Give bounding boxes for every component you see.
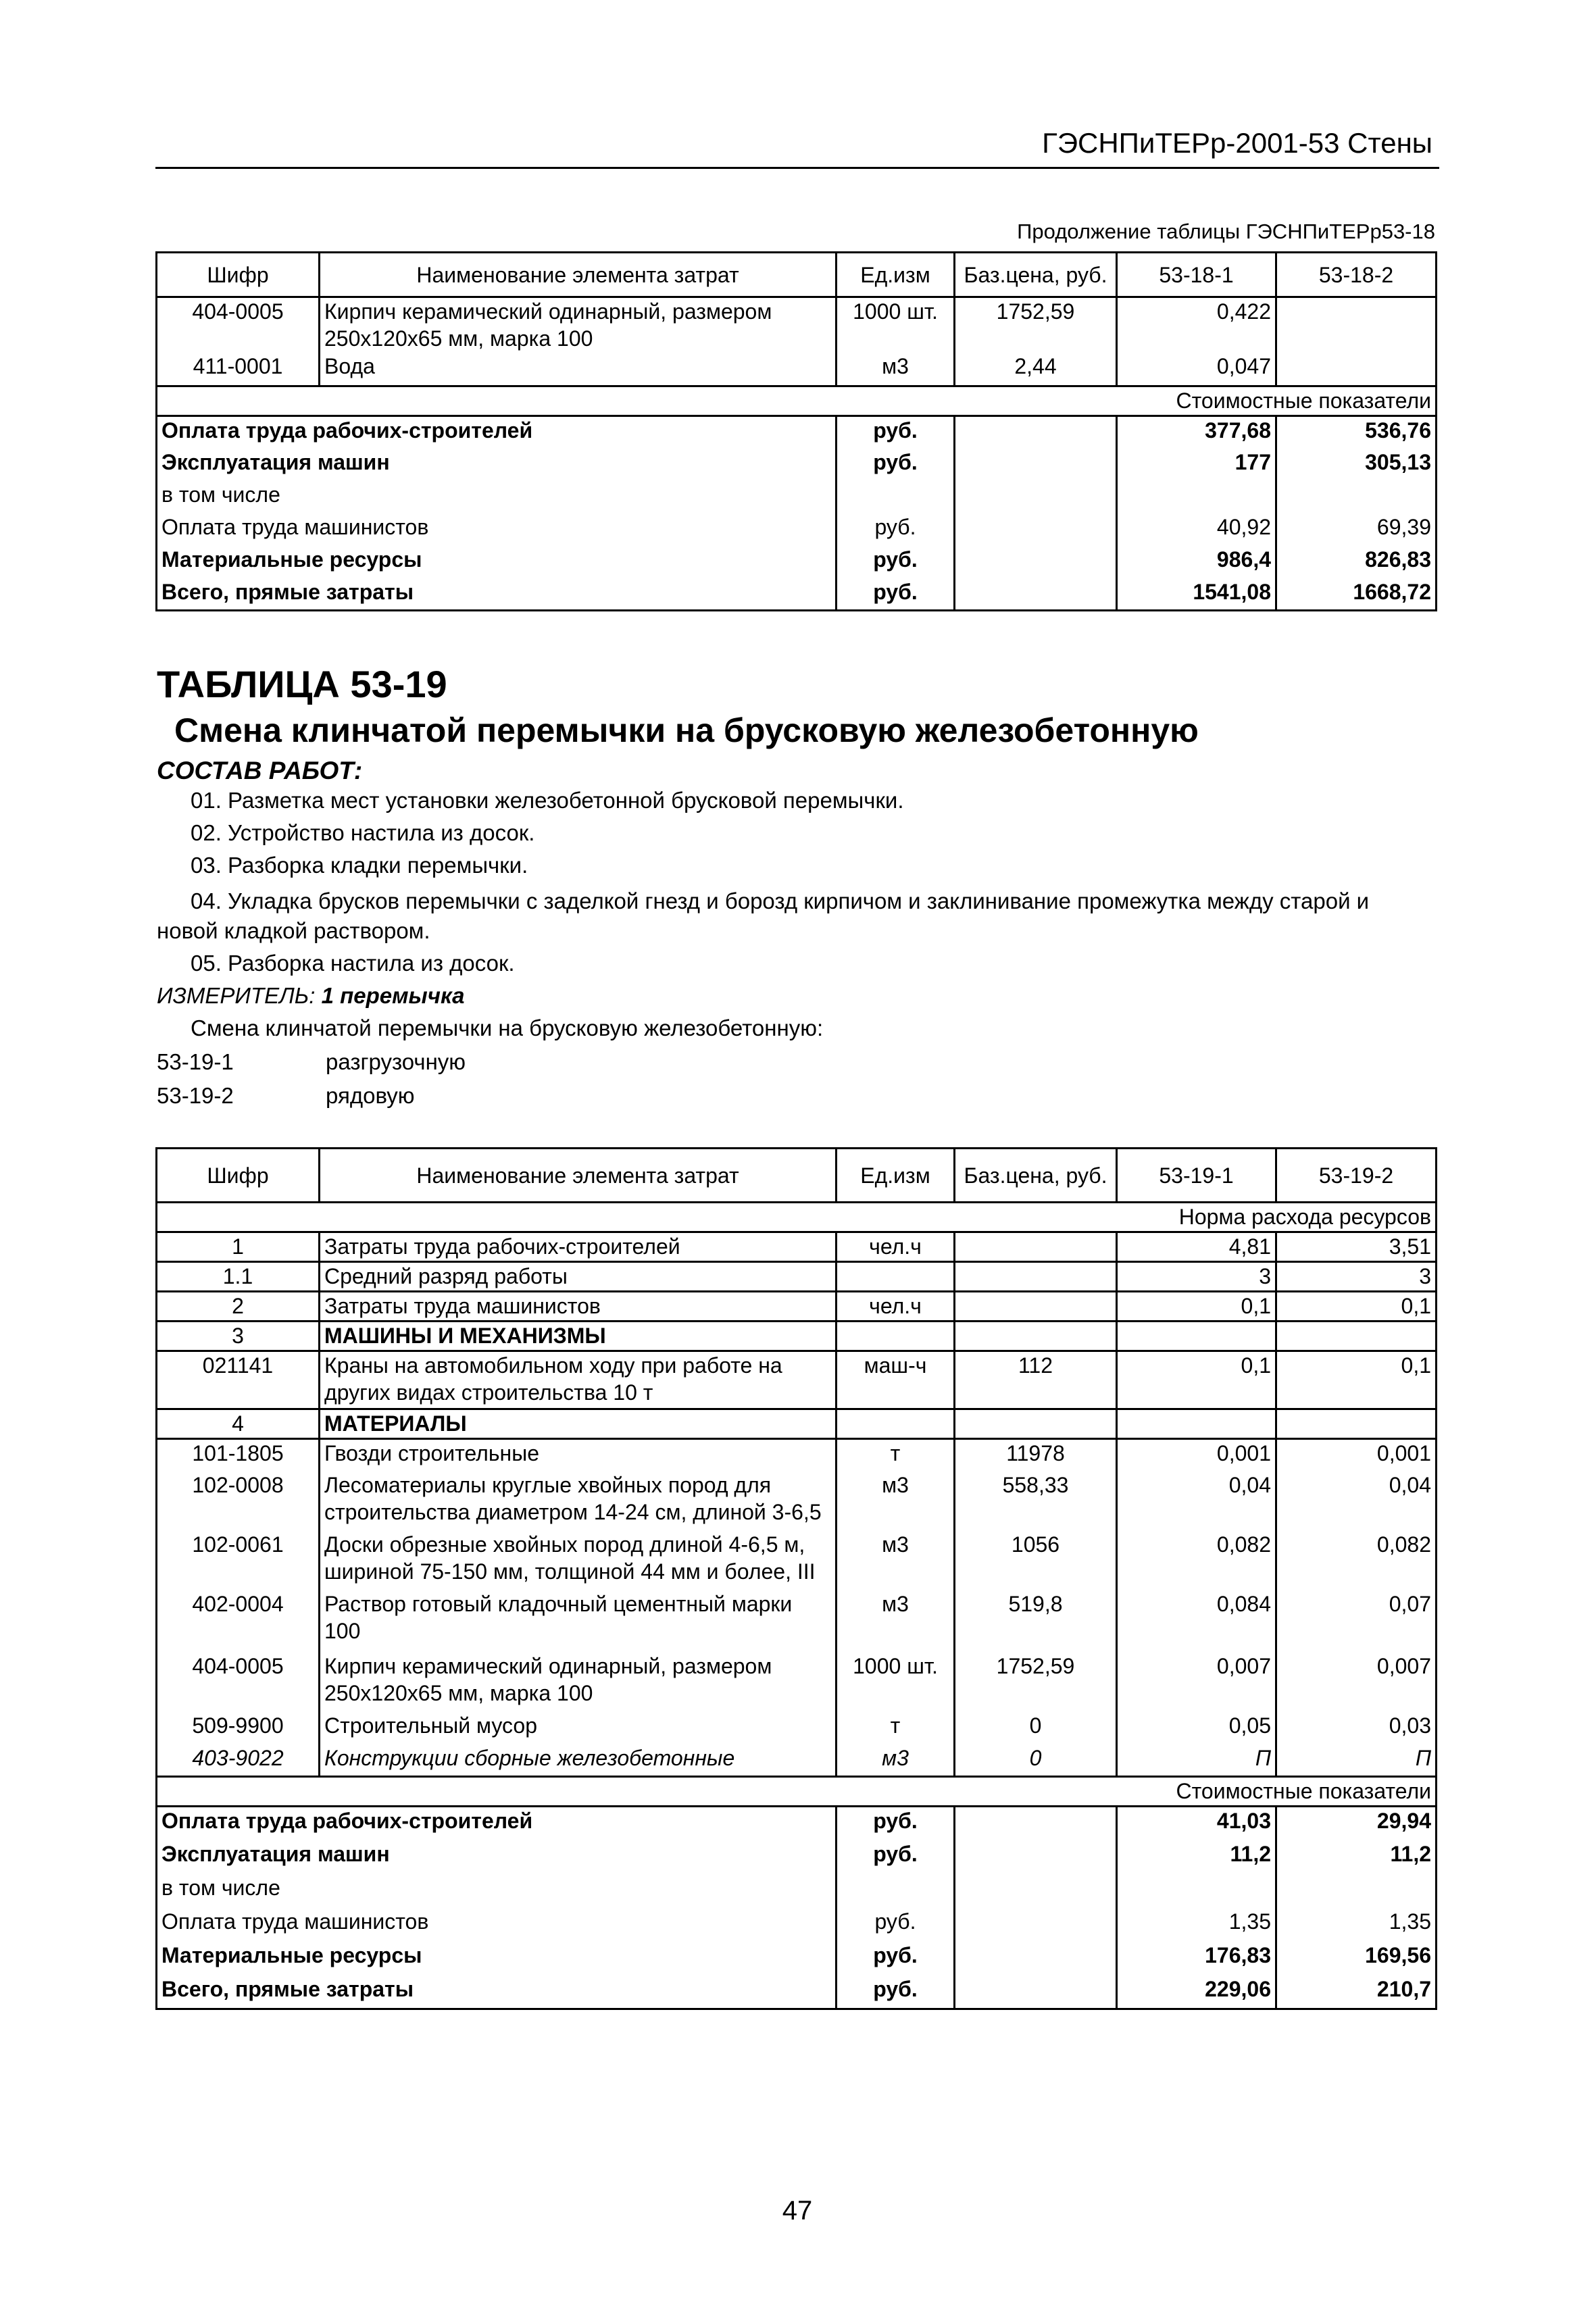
cost-row bbox=[157, 1874, 1437, 1908]
cell-name: Кирпич керамический одинарный, размером 250x120x65 мм, марка 100 bbox=[320, 297, 837, 353]
cost-name: Всего, прямые затраты bbox=[157, 578, 837, 611]
cell-v2: 0,001 bbox=[1276, 1439, 1437, 1472]
cell-name: МАШИНЫ И МЕХАНИЗМЫ bbox=[320, 1322, 837, 1351]
cost-v2: 1668,72 bbox=[1276, 578, 1437, 611]
work-item: 03. Разборка кладки перемычки. bbox=[191, 853, 528, 878]
cost-unit: руб. bbox=[837, 1807, 955, 1840]
cell-code: 3 bbox=[157, 1322, 320, 1351]
work-item: 01. Разметка мест установки железобетонной брусковой перемычки. bbox=[191, 788, 904, 813]
table-header-row bbox=[157, 1149, 1437, 1203]
cell-unit bbox=[837, 1322, 955, 1351]
norm-header: Норма расхода ресурсов bbox=[157, 1203, 1437, 1232]
cost-price bbox=[955, 1976, 1117, 2009]
cell-unit: т bbox=[837, 1712, 955, 1744]
cost-unit: руб. bbox=[837, 1976, 955, 2009]
measure-line bbox=[157, 981, 464, 1011]
cell-v2 bbox=[1276, 353, 1437, 386]
col-header-code: Шифр bbox=[157, 253, 320, 297]
cell-code: 404-0005 bbox=[157, 297, 320, 353]
cost-unit bbox=[837, 481, 955, 513]
cost-name: в том числе bbox=[157, 481, 837, 513]
table-53-18 bbox=[155, 251, 1437, 611]
cell-unit: маш-ч bbox=[837, 1351, 955, 1409]
cell-name: Строительный мусор bbox=[320, 1712, 837, 1744]
table-row bbox=[157, 1262, 1437, 1292]
cost-price bbox=[955, 1874, 1117, 1908]
cost-unit: руб. bbox=[837, 416, 955, 449]
cost-v1: 176,83 bbox=[1117, 1942, 1276, 1976]
cell-price bbox=[955, 1322, 1117, 1351]
cost-name: Оплата труда машинистов bbox=[157, 513, 837, 546]
cost-row bbox=[157, 1908, 1437, 1942]
cell-unit: м3 bbox=[837, 353, 955, 386]
cell-v1: 0,1 bbox=[1117, 1351, 1276, 1409]
col-header-price: Баз.цена, руб. bbox=[955, 1149, 1117, 1203]
cost-v1: 1,35 bbox=[1117, 1908, 1276, 1942]
cell-v1: 3 bbox=[1117, 1262, 1276, 1292]
table-row bbox=[157, 1322, 1437, 1351]
cost-row bbox=[157, 481, 1437, 513]
cost-v1: 229,06 bbox=[1117, 1976, 1276, 2009]
cell-v1 bbox=[1117, 1322, 1276, 1351]
cell-v2: 3,51 bbox=[1276, 1232, 1437, 1262]
cell-unit: м3 bbox=[837, 1744, 955, 1777]
table-title: ТАБЛИЦА 53-19 bbox=[157, 663, 447, 705]
cell-v1: П bbox=[1117, 1744, 1276, 1777]
cell-v2: 0,03 bbox=[1276, 1712, 1437, 1744]
cell-v2: 0,007 bbox=[1276, 1653, 1437, 1712]
replace-text: Смена клинчатой перемычки на брусковую железобетонную: bbox=[191, 1015, 824, 1040]
cost-price bbox=[955, 1942, 1117, 1976]
cost-v2: 305,13 bbox=[1276, 449, 1437, 481]
cell-unit bbox=[837, 1409, 955, 1439]
cell-name: Вода bbox=[320, 353, 837, 386]
cell-code: 404-0005 bbox=[157, 1653, 320, 1712]
cell-name: Затраты труда рабочих-строителей bbox=[320, 1232, 837, 1262]
table-row bbox=[157, 1232, 1437, 1262]
cost-v2: 1,35 bbox=[1276, 1908, 1437, 1942]
cost-v2 bbox=[1276, 1874, 1437, 1908]
cell-v2: 0,082 bbox=[1276, 1531, 1437, 1590]
header-rule bbox=[155, 167, 1439, 169]
table-row bbox=[157, 1472, 1437, 1531]
cost-v2: 69,39 bbox=[1276, 513, 1437, 546]
cell-price: 1752,59 bbox=[955, 1653, 1117, 1712]
cell-code: 4 bbox=[157, 1409, 320, 1439]
cell-v1: 0,04 bbox=[1117, 1472, 1276, 1531]
variant-code: 53-19-1 bbox=[157, 1049, 234, 1074]
cell-price: 558,33 bbox=[955, 1472, 1117, 1531]
cell-unit: чел.ч bbox=[837, 1292, 955, 1322]
cell-code: 2 bbox=[157, 1292, 320, 1322]
cell-v1: 0,1 bbox=[1117, 1292, 1276, 1322]
cost-v1: 177 bbox=[1117, 449, 1276, 481]
col-header-v2: 53-18-2 bbox=[1276, 253, 1437, 297]
cost-v1: 40,92 bbox=[1117, 513, 1276, 546]
cost-price bbox=[955, 546, 1117, 578]
table-row bbox=[157, 1744, 1437, 1777]
cost-v1: 41,03 bbox=[1117, 1807, 1276, 1840]
cost-v2: 29,94 bbox=[1276, 1807, 1437, 1840]
cost-name: Материальные ресурсы bbox=[157, 1942, 837, 1976]
cost-header: Стоимостные показатели bbox=[157, 1777, 1437, 1807]
cell-name: МАТЕРИАЛЫ bbox=[320, 1409, 837, 1439]
cost-row bbox=[157, 416, 1437, 449]
table-row bbox=[157, 353, 1437, 386]
cell-v1: 0,084 bbox=[1117, 1590, 1276, 1653]
cell-name: Затраты труда машинистов bbox=[320, 1292, 837, 1322]
cost-header-row bbox=[157, 1777, 1437, 1807]
table-row bbox=[157, 1531, 1437, 1590]
cell-v1: 0,082 bbox=[1117, 1531, 1276, 1590]
col-header-v1: 53-18-1 bbox=[1117, 253, 1276, 297]
cost-row bbox=[157, 1942, 1437, 1976]
cost-name: Материальные ресурсы bbox=[157, 546, 837, 578]
table-subtitle: Смена клинчатой перемычки на брусковую железобетонную bbox=[174, 711, 1199, 749]
cell-v2 bbox=[1276, 1409, 1437, 1439]
cell-code: 101-1805 bbox=[157, 1439, 320, 1472]
cost-row bbox=[157, 1840, 1437, 1874]
cost-v1: 1541,08 bbox=[1117, 578, 1276, 611]
table-row bbox=[157, 1351, 1437, 1409]
cell-v2: 0,1 bbox=[1276, 1292, 1437, 1322]
table-53-19 bbox=[155, 1147, 1437, 2010]
cost-unit: руб. bbox=[837, 1942, 955, 1976]
cell-v2: 0,07 bbox=[1276, 1590, 1437, 1653]
continuation-note: Продолжение таблицы ГЭСНПиТЕРр53-18 bbox=[1017, 220, 1435, 243]
cell-code: 403-9022 bbox=[157, 1744, 320, 1777]
cell-v1: 0,047 bbox=[1117, 353, 1276, 386]
col-header-name: Наименование элемента затрат bbox=[320, 253, 837, 297]
cell-price bbox=[955, 1262, 1117, 1292]
cost-unit: руб. bbox=[837, 578, 955, 611]
cell-name: Раствор готовый кладочный цементный марки 100 bbox=[320, 1590, 837, 1653]
cost-v2: 11,2 bbox=[1276, 1840, 1437, 1874]
cell-price: 519,8 bbox=[955, 1590, 1117, 1653]
cost-unit: руб. bbox=[837, 449, 955, 481]
cell-unit: чел.ч bbox=[837, 1232, 955, 1262]
cell-v2: 0,1 bbox=[1276, 1351, 1437, 1409]
cost-v2: 536,76 bbox=[1276, 416, 1437, 449]
cell-unit: м3 bbox=[837, 1531, 955, 1590]
cell-name: Средний разряд работы bbox=[320, 1262, 837, 1292]
cell-price bbox=[955, 1232, 1117, 1262]
cost-v1: 377,68 bbox=[1117, 416, 1276, 449]
cell-unit: 1000 шт. bbox=[837, 1653, 955, 1712]
page-number: 47 bbox=[782, 2196, 813, 2225]
table-row bbox=[157, 1712, 1437, 1744]
cost-v2: 169,56 bbox=[1276, 1942, 1437, 1976]
cost-name: Оплата труда рабочих-строителей bbox=[157, 1807, 837, 1840]
cost-price bbox=[955, 449, 1117, 481]
cell-price: 1752,59 bbox=[955, 297, 1117, 353]
cost-v1: 986,4 bbox=[1117, 546, 1276, 578]
table-row bbox=[157, 1590, 1437, 1653]
cost-name: Оплата труда рабочих-строителей bbox=[157, 416, 837, 449]
cost-v2 bbox=[1276, 481, 1437, 513]
variant-name: разгрузочную bbox=[326, 1049, 466, 1074]
cell-price: 1056 bbox=[955, 1531, 1117, 1590]
table-row bbox=[157, 1409, 1437, 1439]
variant-name: рядовую bbox=[326, 1083, 415, 1108]
work-item: 04. Укладка брусков перемычки с заделкой гнезд и борозд кирпичом и заклинивание промежутка между старой и новой кладкой раствором. bbox=[157, 888, 1370, 943]
cell-v1 bbox=[1117, 1409, 1276, 1439]
cell-price: 112 bbox=[955, 1351, 1117, 1409]
work-item: 05. Разборка настила из досок. bbox=[191, 951, 515, 976]
cost-row bbox=[157, 1976, 1437, 2009]
table-row bbox=[157, 297, 1437, 353]
cost-row bbox=[157, 546, 1437, 578]
col-header-v1: 53-19-1 bbox=[1117, 1149, 1276, 1203]
table-row bbox=[157, 1653, 1437, 1712]
cost-price bbox=[955, 416, 1117, 449]
norm-header-row bbox=[157, 1203, 1437, 1232]
cell-v1: 0,001 bbox=[1117, 1439, 1276, 1472]
cell-unit bbox=[837, 1262, 955, 1292]
cost-unit bbox=[837, 1874, 955, 1908]
cost-price bbox=[955, 513, 1117, 546]
cell-v2: 3 bbox=[1276, 1262, 1437, 1292]
cell-v2 bbox=[1276, 297, 1437, 353]
work-composition-label: СОСТАВ РАБОТ: bbox=[157, 757, 363, 784]
cell-code: 411-0001 bbox=[157, 353, 320, 386]
cell-v1: 4,81 bbox=[1117, 1232, 1276, 1262]
cell-unit: 1000 шт. bbox=[837, 297, 955, 353]
col-header-price: Баз.цена, руб. bbox=[955, 253, 1117, 297]
table-row bbox=[157, 1292, 1437, 1322]
cell-price bbox=[955, 1292, 1117, 1322]
cell-code: 402-0004 bbox=[157, 1590, 320, 1653]
variant-code: 53-19-2 bbox=[157, 1083, 234, 1108]
cell-name: Краны на автомобильном ходу при работе на других видах строительства 10 т bbox=[320, 1351, 837, 1409]
cell-price: 0 bbox=[955, 1744, 1117, 1777]
cost-unit: руб. bbox=[837, 1840, 955, 1874]
cell-code: 1.1 bbox=[157, 1262, 320, 1292]
cost-v1: 11,2 bbox=[1117, 1840, 1276, 1874]
cost-header: Стоимостные показатели bbox=[157, 386, 1437, 416]
cell-code: 102-0008 bbox=[157, 1472, 320, 1531]
col-header-v2: 53-19-2 bbox=[1276, 1149, 1437, 1203]
cost-price bbox=[955, 1908, 1117, 1942]
cell-code: 1 bbox=[157, 1232, 320, 1262]
cell-price bbox=[955, 1409, 1117, 1439]
table-row bbox=[157, 1439, 1437, 1472]
cell-v1: 0,007 bbox=[1117, 1653, 1276, 1712]
cell-v2: П bbox=[1276, 1744, 1437, 1777]
cell-name: Конструкции сборные железобетонные bbox=[320, 1744, 837, 1777]
cost-name: Эксплуатация машин bbox=[157, 1840, 837, 1874]
cost-name: в том числе bbox=[157, 1874, 837, 1908]
cost-v1 bbox=[1117, 481, 1276, 513]
measure-label: ИЗМЕРИТЕЛЬ: bbox=[157, 983, 316, 1008]
cost-row bbox=[157, 449, 1437, 481]
cell-price: 0 bbox=[955, 1712, 1117, 1744]
cell-price: 2,44 bbox=[955, 353, 1117, 386]
cost-unit: руб. bbox=[837, 513, 955, 546]
cell-unit: м3 bbox=[837, 1472, 955, 1531]
cost-name: Эксплуатация машин bbox=[157, 449, 837, 481]
cell-v2 bbox=[1276, 1322, 1437, 1351]
cost-price bbox=[955, 481, 1117, 513]
cell-name: Лесоматериалы круглые хвойных пород для строительства диаметром 14-24 см, длиной 3-6,5 bbox=[320, 1472, 837, 1531]
cell-code: 102-0061 bbox=[157, 1531, 320, 1590]
cost-price bbox=[955, 578, 1117, 611]
cell-name: Доски обрезные хвойных пород длиной 4-6,5 м, шириной 75-150 мм, толщиной 44 мм и более, III bbox=[320, 1531, 837, 1590]
cost-v1 bbox=[1117, 1874, 1276, 1908]
col-header-name: Наименование элемента затрат bbox=[320, 1149, 837, 1203]
cell-v1: 0,422 bbox=[1117, 297, 1276, 353]
cell-name: Кирпич керамический одинарный, размером 250x120x65 мм, марка 100 bbox=[320, 1653, 837, 1712]
cost-name: Оплата труда машинистов bbox=[157, 1908, 837, 1942]
cost-v2: 826,83 bbox=[1276, 546, 1437, 578]
table-header-row bbox=[157, 253, 1437, 297]
document-header: ГЭСНПиТЕРр-2001-53 Стены bbox=[1042, 127, 1432, 159]
cost-unit: руб. bbox=[837, 546, 955, 578]
cost-price bbox=[955, 1840, 1117, 1874]
cell-code: 509-9900 bbox=[157, 1712, 320, 1744]
cost-row bbox=[157, 578, 1437, 611]
cell-name: Гвозди строительные bbox=[320, 1439, 837, 1472]
cost-row bbox=[157, 513, 1437, 546]
measure-value: 1 перемычка bbox=[321, 983, 465, 1008]
cost-name: Всего, прямые затраты bbox=[157, 1976, 837, 2009]
col-header-unit: Ед.изм bbox=[837, 1149, 955, 1203]
cost-price bbox=[955, 1807, 1117, 1840]
cell-unit: т bbox=[837, 1439, 955, 1472]
cell-unit: м3 bbox=[837, 1590, 955, 1653]
cell-v2: 0,04 bbox=[1276, 1472, 1437, 1531]
cell-price: 11978 bbox=[955, 1439, 1117, 1472]
col-header-code: Шифр bbox=[157, 1149, 320, 1203]
cost-row bbox=[157, 1807, 1437, 1840]
cell-code: 021141 bbox=[157, 1351, 320, 1409]
cost-header-row bbox=[157, 386, 1437, 416]
work-item: 02. Устройство настила из досок. bbox=[191, 820, 535, 845]
col-header-unit: Ед.изм bbox=[837, 253, 955, 297]
cell-v1: 0,05 bbox=[1117, 1712, 1276, 1744]
cost-unit: руб. bbox=[837, 1908, 955, 1942]
cost-v2: 210,7 bbox=[1276, 1976, 1437, 2009]
